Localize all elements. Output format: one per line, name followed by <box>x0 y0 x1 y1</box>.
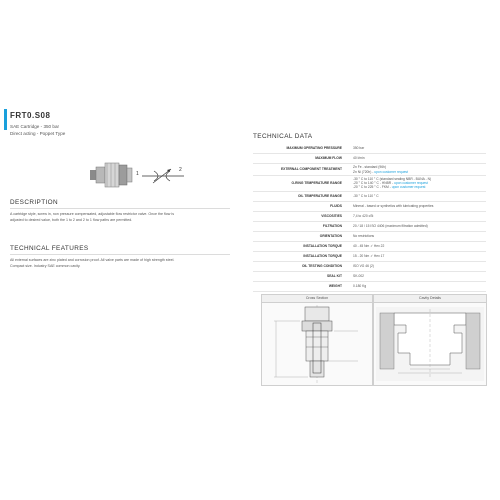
features-heading: TECHNICAL FEATURES <box>10 245 89 252</box>
table-row <box>253 222 486 232</box>
spec-key: FLUIDS <box>330 204 342 208</box>
title-accent-bar <box>4 109 7 130</box>
spec-key: EXTERNAL COMPONENT TREATMENT <box>280 167 342 171</box>
product-code: FRT0.S08 <box>10 111 51 120</box>
product-subtitle-pressure: SAE Cartridge - 350 bar <box>10 124 60 129</box>
spec-value-line-2: -20 ° C to 140 ° C - HNBR - upon customer request <box>353 181 428 185</box>
cavity-details-panel <box>373 294 487 386</box>
spec-value-line-3: -20 ° C to 225 ° C - FKM - upon customer request <box>353 185 426 189</box>
spec-key: FILTRATION <box>322 224 342 228</box>
description-text-1: A cartridge style, screw in, non pressure compensated, adjustable flow restrictor valve. Once the flow is <box>10 212 174 216</box>
spec-value: 7,4 to 420 cSt <box>353 214 374 218</box>
table-row <box>253 164 486 176</box>
spec-value: ISO VG 46 (2) <box>353 264 374 268</box>
spec-value: Zn Fe - standard (96h) <box>353 165 386 169</box>
spec-key: OIL TEMPERATURE RANGE <box>297 194 342 198</box>
upon-request-link[interactable]: upon customer request <box>374 169 408 174</box>
cavity-drawing <box>374 303 486 385</box>
table-row <box>253 252 486 262</box>
cross-section-title: Cross Section <box>262 295 372 303</box>
description-heading: DESCRIPTION <box>10 199 59 206</box>
table-row <box>253 192 486 202</box>
upon-request-link[interactable]: upon customer request <box>394 181 428 185</box>
features-divider <box>10 254 230 255</box>
spec-key: MAXIMUM OPERATING PRESSURE <box>286 146 342 150</box>
spec-value: -30 ° C to 110 ° C (standard sealing NBR - BUNA - N) <box>353 177 432 181</box>
table-row <box>253 242 486 252</box>
spec-key: MAXIMUM FLOW <box>315 156 342 160</box>
spec-value-line-2: Zn Ni (720h) - upon customer request <box>353 169 408 174</box>
spec-key: O-RING TEMPERATURE RANGE <box>291 181 342 185</box>
table-row <box>253 232 486 242</box>
table-row <box>253 262 486 272</box>
table-row <box>253 144 486 154</box>
spec-value: SK-002 <box>353 274 364 278</box>
spec-value: 350 bar <box>353 146 365 150</box>
cavity-details-title: Cavity Details <box>374 295 486 303</box>
technical-data-heading: TECHNICAL DATA <box>253 133 313 140</box>
table-row <box>253 282 486 292</box>
table-row <box>253 154 486 164</box>
spec-value: No restrictions <box>353 234 375 238</box>
product-subtitle-type: Direct acting - Poppet Type <box>10 131 66 136</box>
spec-key: VISCOSITIES <box>321 214 342 218</box>
spec-value: 0.180 Kg <box>353 284 367 288</box>
description-text-2: adjusted to desired value, both the 1 to 2 and 2 to 1 flow paths are permitted. <box>10 218 133 222</box>
spec-key: INSTALLATION TORQUE <box>303 244 342 248</box>
description-divider <box>10 208 230 209</box>
table-row <box>253 176 486 192</box>
spec-key: INSTALLATION TORQUE <box>303 254 342 258</box>
upon-request-link[interactable]: upon customer request <box>391 185 426 189</box>
spec-value: 40 l/min <box>353 156 365 160</box>
table-row <box>253 272 486 282</box>
spec-value: 15 - 20 Nm ✓ Hex 17 <box>353 254 385 258</box>
spec-key: OIL TESTING CONDITION <box>301 264 342 268</box>
spec-value: 40 - 45 Nm ✓ Hex 22 <box>353 244 385 248</box>
spec-value: Mineral - based or synthetics with lubricating properties <box>353 204 434 208</box>
features-text-1: All external surfaces are zinc plated and corrosion proof. All valve parts are made of high strength steel. <box>10 258 175 262</box>
spec-key: ORIENTATION <box>319 234 342 238</box>
features-text-2: Compact size. Industry SAE common cavity. <box>10 264 81 268</box>
spec-key: WEIGHT <box>328 284 342 288</box>
table-row <box>253 212 486 222</box>
port-1-label: 1 <box>136 171 139 177</box>
spec-value: 20 / 18 / 15 ISO 4406 (maximum filtration admitted) <box>353 224 428 228</box>
cross-section-drawing <box>262 303 372 385</box>
technical-data-table <box>253 144 486 294</box>
table-row <box>253 202 486 212</box>
spec-key: SEAL KIT <box>327 274 342 278</box>
port-2-label: 2 <box>179 167 182 173</box>
spec-value: -30 ° C to 110 ° C <box>353 194 379 198</box>
cross-section-panel <box>261 294 373 386</box>
